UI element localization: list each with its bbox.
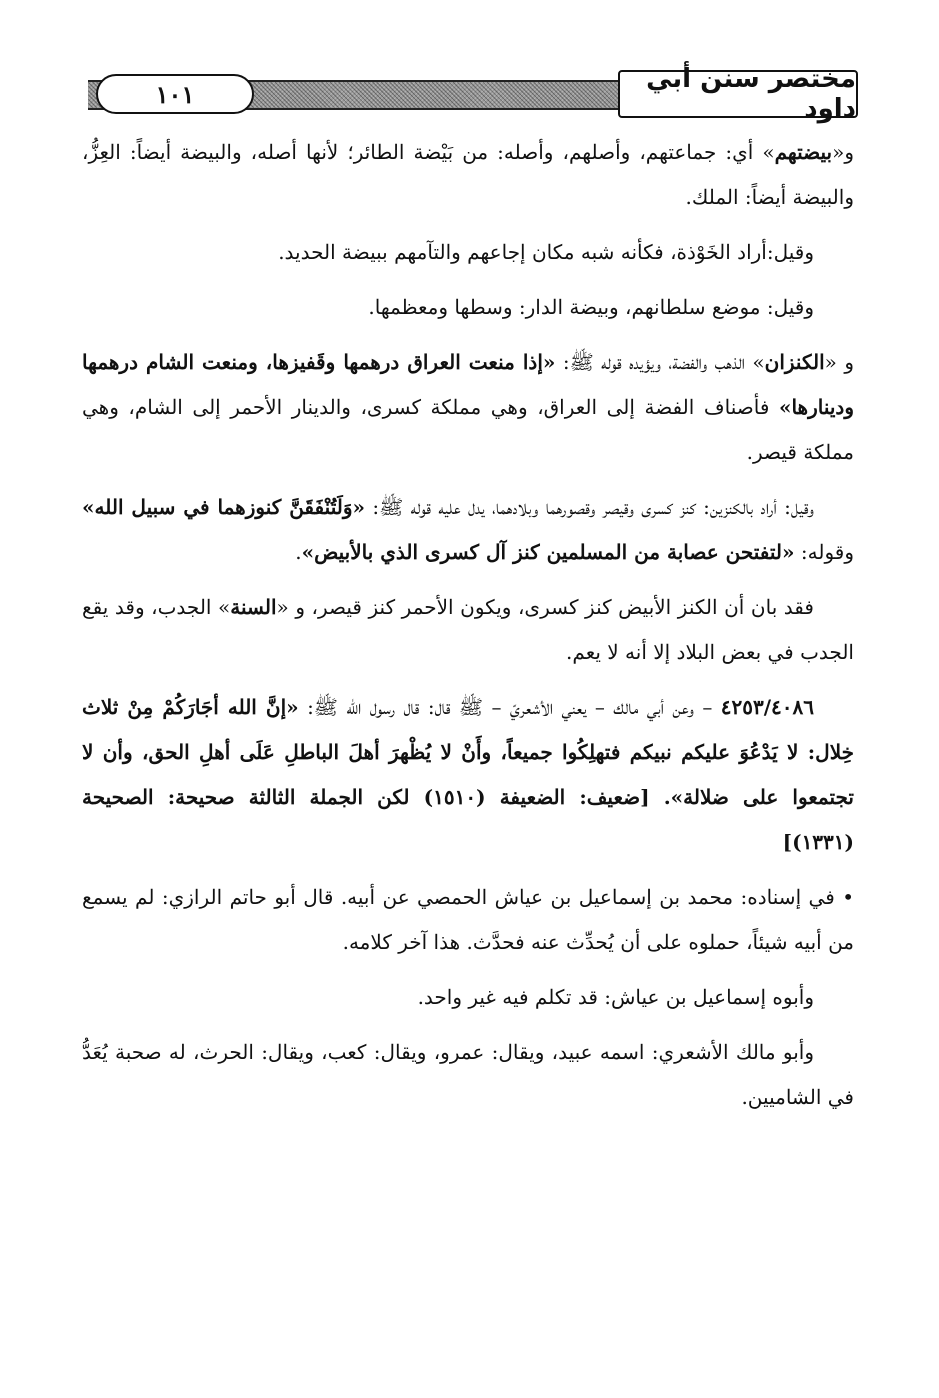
text-segment: » الذهب والفضة، ويؤيده قوله ﷺ: [555, 350, 765, 374]
bold-text-segment: بيضتهم [774, 140, 833, 164]
paragraph [82, 485, 854, 575]
page-header [88, 64, 858, 126]
paragraph [82, 285, 854, 330]
text-segment: وأبوه إسماعيل بن عياش: قد تكلم فيه غير واحد. [417, 985, 814, 1009]
bold-text-segment: ٤٢٥٣/٤٠٨٦ [720, 695, 815, 719]
bold-text-segment: «وَلَتُنْفَقَنَّ كنوزهما في سبيل الله» [82, 495, 365, 519]
text-segment: و « [824, 350, 854, 374]
paragraph [82, 230, 854, 275]
text-segment: . [295, 540, 302, 564]
paragraph [82, 130, 854, 220]
bold-text-segment: السنة [230, 595, 277, 619]
text-segment: » أي: جماعتهم، وأصلهم، وأصله: من بَيْضة الطائر؛ لأنها أصله، والبيضة أيضاً: العِزُّ، والبيضة أيضاً: الملك. [82, 140, 854, 209]
paragraph [82, 875, 854, 965]
paragraph [82, 975, 854, 1020]
paragraph [82, 685, 854, 865]
paragraph [82, 1030, 854, 1120]
text-segment: وقيل:أراد الخَوْذة، فكأنه شبه مكان إجاعهم والتآمهم ببيضة الحديد. [278, 240, 814, 264]
text-segment: » الجدب، وقد يقع الجدب في بعض البلاد إلا أنه لا يعم. [82, 595, 854, 664]
bold-text-segment: «إنَّ الله أجَارَكُمْ مِنْ ثلاث خِلال: لا يَدْعُوَ عليكم نبيكم فتهلِكُوا جميعاً، وأَنْ لا يُظْهرَ أهلَ الباطلِ عَلَى أهلِ الحق، وأن لا تجتمعوا على ضلالة». [ضعيف: الضعيفة (١٥١٠) لكن الجملة الثالثة صحيحة: الصحيحة (١٣٣١)] [82, 695, 854, 854]
text-segment: وقيل: موضع سلطانهم، وبيضة الدار: وسطها ومعظمها. [368, 295, 814, 319]
text-segment: فقد بان أن الكنز الأبيض كنز كسرى، ويكون الأحمر كنز قيصر، و « [276, 595, 814, 619]
text-segment: فأصناف الفضة إلى العراق، وهي مملكة كسرى، والدينار الأحمر إلى الشام، وهي مملكة قيصر. [82, 395, 854, 464]
text-segment: وقيل: أراد بالكنزين: كنز كسرى وقيصر وقصورهما وبلادهما، يدل عليه قوله ﷺ: [365, 495, 814, 519]
text-segment: – وعن أبي مالك – يعني الأشعريّ – ﷺ قال: قال رسول الله ﷺ: [298, 695, 721, 719]
text-segment: وأبو مالك الأشعري: اسمه عبيد، ويقال: عمرو، ويقال: كعب، ويقال: الحرث، له صحبة يُعَدُّ في الشاميين. [82, 1040, 854, 1109]
paragraph [82, 585, 854, 675]
text-segment: • في إسناده: محمد بن إسماعيل بن عياش الحمصي عن أبيه. قال أبو حاتم الرازي: لم يسمع من أبيه شيئاً، حملوه على أن يُحدِّث عنه فحدَّث. هذا آخر كلامه. [82, 885, 854, 954]
text-segment: و« [832, 140, 854, 164]
bold-text-segment: «إذا منعت العراق درهمها وقَفيزها، ومنعت الشام درهمها ودينارها» [82, 350, 854, 419]
bold-text-segment: الكنزان [764, 350, 825, 374]
bold-text-segment: «لتفتحن عصابة من المسلمين كنز آل كسرى الذي بالأبيض» [301, 540, 795, 564]
text-segment: وقوله: [794, 540, 854, 564]
book-title: مختصر سنن أبي داود [618, 70, 858, 118]
page-body-text [82, 130, 854, 1130]
page-number: ١٠١ [96, 74, 254, 114]
paragraph [82, 340, 854, 475]
